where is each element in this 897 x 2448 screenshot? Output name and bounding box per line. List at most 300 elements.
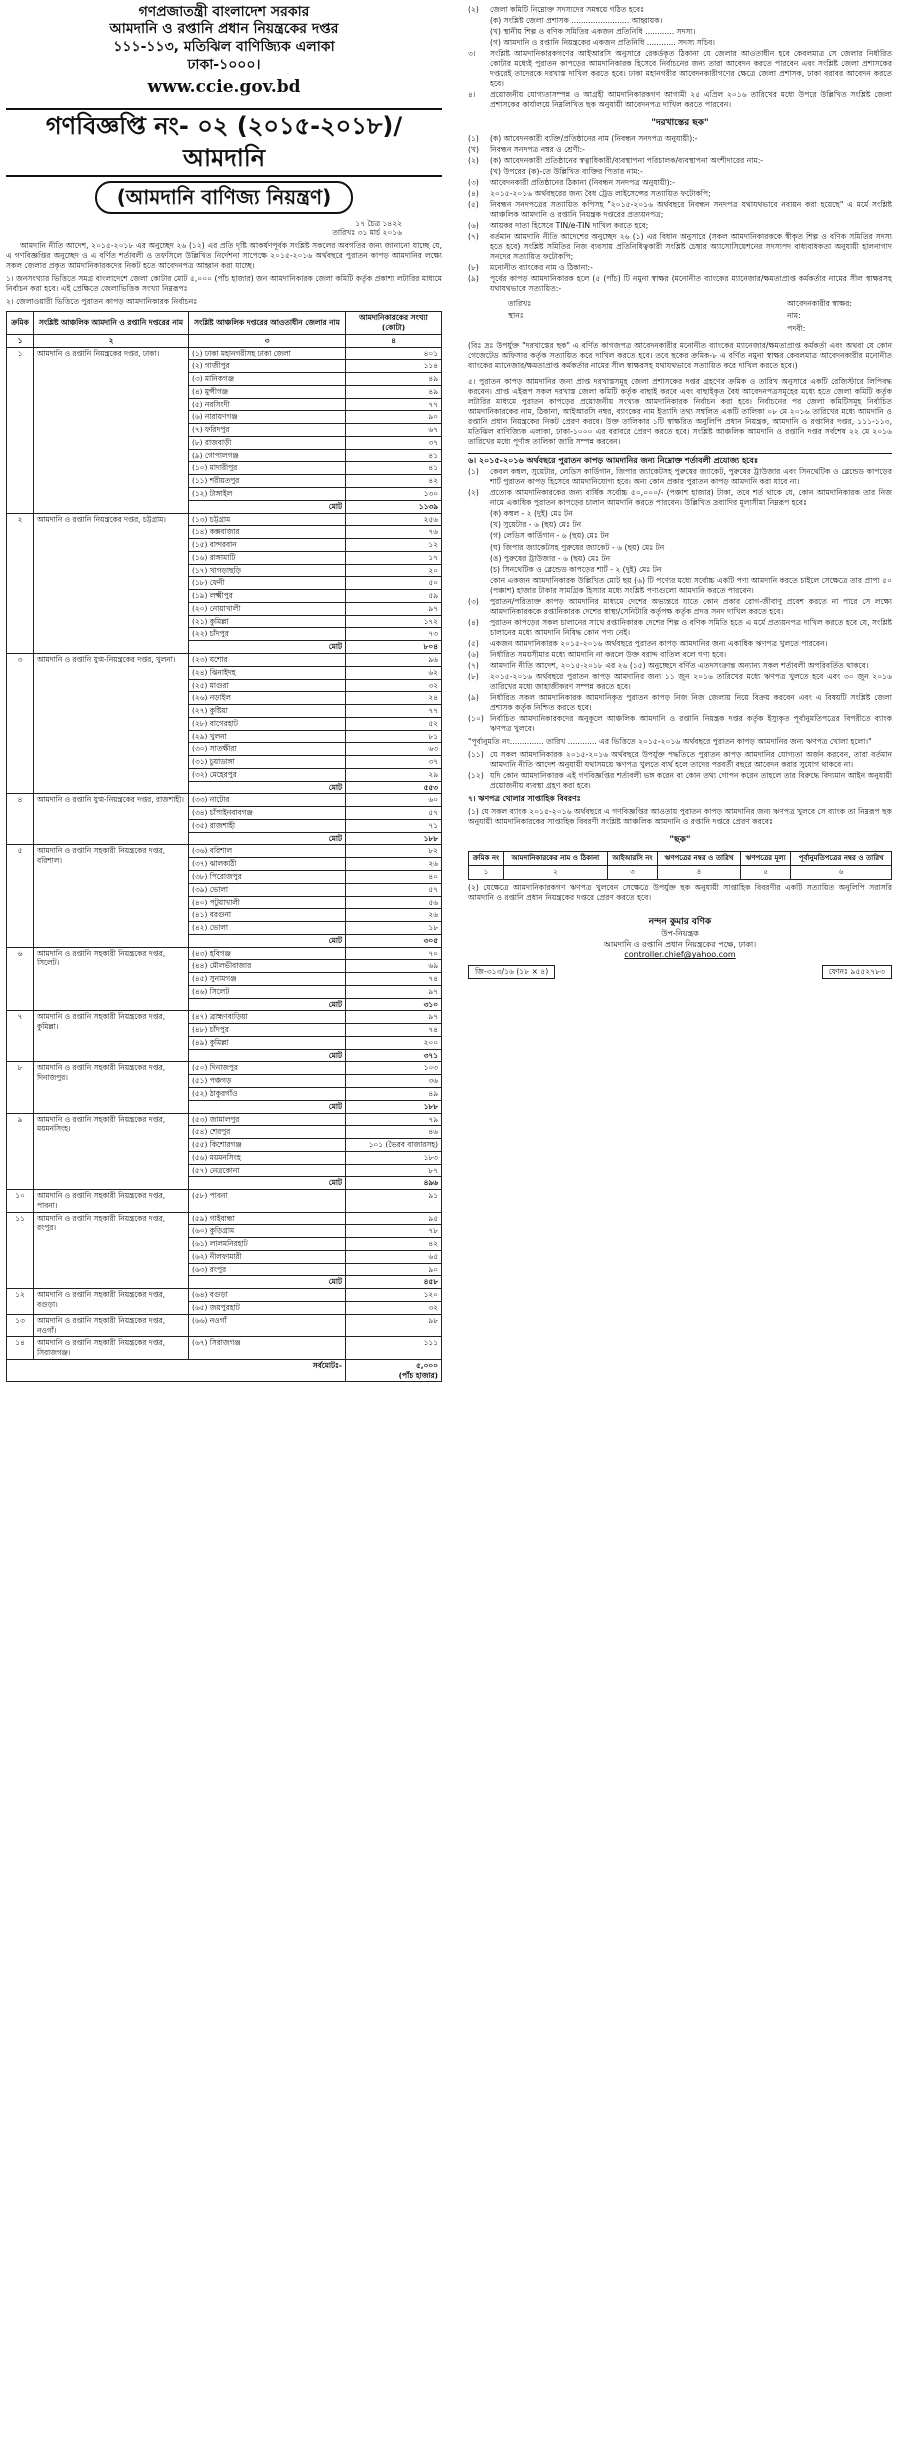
office-cell: আমদানি ও রপ্তানি সহকারী নিয়ন্ত্রকের দপ্তর, বগুড়া। — [34, 1289, 189, 1315]
district-quota-table — [6, 311, 442, 1382]
left-column — [6, 4, 442, 1382]
serial-cell: ১৩ — [7, 1314, 34, 1337]
form-item-text: (ক) আবেদনকারী প্রতিষ্ঠানের স্বত্বাধিকারী/ব্যবস্থাপনা পরিচালক/ব্যবস্থাপনা অংশীদারের নাম:- — [490, 156, 764, 166]
subtotal-value: ৩১০ — [346, 998, 442, 1011]
quota-cell: ৬৩ — [346, 743, 442, 756]
committee-item-number: (২) — [468, 5, 479, 14]
subtotal-value: ৩০৫ — [346, 934, 442, 947]
small-table-header — [469, 851, 892, 865]
condition-item-number: (৭) — [468, 660, 479, 670]
sig-place: স্থানঃ — [508, 311, 524, 321]
district-cell: (৫১) পঞ্চগড় — [189, 1075, 346, 1088]
condition-item-text: নির্ধারিত সকল আমদানিকারক আমদানিকৃত পুরাতন কাপড় নিজ নিজ জেলায় নিয়ে বিক্রয় করবেন এবং এ বিষয়টি সংশ্লিষ্ট জেলা প্রশাসক কর্তৃক নিশ্চিত করতে হবে। — [490, 692, 892, 712]
table-row — [7, 1337, 442, 1360]
form-item — [468, 200, 892, 220]
quota-cell: ৯৮ — [346, 1314, 442, 1337]
form-item-text: নিবন্ধন সনদপত্রের সত্যায়িত কপিসহ "২০১৫-২০১৬ অর্থবছরে নিবন্ধন সনদপত্র যথাযথভাবে নবায়ন করা হয়েছে" এ মর্মে সংশ্লিষ্ট আঞ্চলিক আমদানি ও রপ্তানি নিয়ন্ত্রক দপ্তরের প্রত্যয়নপত্র; — [490, 200, 892, 220]
district-cell: (৪৬) সিলেট — [189, 985, 346, 998]
district-cell: (৪৮) চাঁদপুর — [189, 1024, 346, 1037]
district-cell: (১০) মাদারীপুর — [189, 462, 346, 475]
small-table-title: "ছক" — [669, 834, 691, 845]
footer-phone: ফোনঃ ৯৫৫২৭৮৩ — [822, 965, 892, 979]
date-english: ৩১ মার্চ ২০১৬ — [357, 228, 402, 238]
form-item-text: আবেদনকারী প্রতিষ্ঠানের ঠিকানা (নিবন্ধন সনদপত্র অনুযায়ী):- — [490, 178, 675, 188]
sig-name: নাম: — [787, 311, 801, 321]
quota-cell: ৭৪ — [346, 973, 442, 986]
form-item — [468, 263, 892, 273]
quota-cell: ২৫৬ — [346, 513, 442, 526]
form-item-number: (৯) — [468, 274, 479, 284]
condition-item-number: (৪) — [468, 617, 479, 627]
quota-cell: ৫৭ — [346, 807, 442, 820]
table-row — [7, 347, 442, 360]
form-item-number: (২) — [468, 156, 479, 166]
quota-cell: ৬৫ — [346, 1250, 442, 1263]
after-condition-item-text: যদি কোন আমদানিকারক এই গণবিজ্ঞপ্তির শর্তাবলী ভঙ্গ করেন বা কোন তথ্য গোপন করেন তাহলে তার বিরুদ্ধে বিদ্যমান আইন অনুযায়ী প্রয়োজনীয় ব্যবস্থা গ্রহণ করা হবে। — [490, 770, 892, 790]
district-cell: (৫৩) জামালপুর — [189, 1113, 346, 1126]
office-cell: আমদানি ও রপ্তানি সহকারী নিয়ন্ত্রকের দপ্তর, কুমিল্লা। — [34, 1011, 189, 1062]
condition-item — [468, 597, 892, 617]
lc-quote-line: "পূর্বানুমতি নং.............. তারিখ ............ এর ভিত্তিতে ২০১৫-২০১৬ অর্থবছরে পুরাতন কাপড় আমদানির জন্য ঋণপত্র খোলা হলো।" — [468, 736, 872, 746]
condition-item — [468, 565, 892, 575]
serial-cell: ১ — [7, 347, 34, 513]
condition-item — [468, 554, 892, 564]
subtotal-label: মোট — [189, 1177, 346, 1190]
condition-item-number: (১০) — [468, 713, 484, 723]
committee-item — [468, 49, 892, 89]
condition-item-text: পুরাতন কাপড়ের সকল চালানের সাথে রপ্তানিকারক দেশের শিল্প ও বণিক সমিতি হতে এ মর্মে প্রত্যয়নপত্র দাখিল করতে হবে যে, সংশ্লিষ্ট চালানের মধ্যে আমদানি নিষিদ্ধ কোন পণ্য নেই। — [490, 617, 892, 637]
after-condition-item — [468, 750, 892, 770]
header-line-4: ঢাকা-১০০০। — [187, 57, 261, 74]
quota-cell: ১৩০ — [346, 488, 442, 501]
small-num-3: ৩ — [607, 866, 657, 880]
table-row — [7, 845, 442, 858]
office-cell: আমদানি ও রপ্তানি সহকারী নিয়ন্ত্রকের দপ্তর, বরিশাল। — [34, 845, 189, 947]
condition-item — [468, 639, 892, 649]
district-cell: (৪৪) মৌলভীবাজার — [189, 960, 346, 973]
condition-item-number: (১) — [468, 467, 479, 477]
committee-item-text: প্রয়োজনীয় যোগ্যতাসম্পন্ন ও আগ্রহী আমদানিকারকগণ আগামী ২৫ এপ্রিল ২০১৬ তারিখের মধ্যে উপরে উল্লিখিত সংশ্লিষ্ট জেলা প্রশাসকের কার্যালয়ে নিম্নলিখিত ছক অনুযায়ী আবেদনপত্র দাখিল করতে পারবেন। — [490, 90, 892, 110]
district-cell: (১১) শরীয়তপুর — [189, 475, 346, 488]
quota-cell: ৪৯ — [346, 385, 442, 398]
small-col-3: আইআরসি নং — [607, 851, 657, 865]
subtotal-label: মোট — [189, 998, 346, 1011]
quota-cell: ১৭২ — [346, 615, 442, 628]
serial-cell: ৪ — [7, 794, 34, 845]
form-item — [468, 178, 892, 188]
weekly-statement-table — [468, 851, 892, 880]
signer-name: নন্দন কুমার বণিক — [648, 917, 712, 928]
district-cell: (২৯) খুলনা — [189, 730, 346, 743]
grand-total-cell — [346, 1359, 442, 1382]
committee-section — [468, 5, 892, 110]
condition-item — [468, 672, 892, 692]
quota-cell: ৫৭ — [346, 883, 442, 896]
quota-cell: ৬২ — [346, 666, 442, 679]
form-item-text: পূর্বের কাপড় আমদানিকারক হলে (৫ (পাঁচ) টি নমুনা স্বাক্ষর (মনোনীত ব্যাংকের ম্যানেজার/ক্ষমতাপ্রাপ্ত কর্মকর্তার নামের সীল স্বাক্ষরসহ যথাযথভাবে সত্যায়িত:- — [490, 274, 892, 294]
quota-cell: ১২ — [346, 539, 442, 552]
quota-cell: ৩২ — [346, 1302, 442, 1315]
district-cell: (২০) নোয়াখালী — [189, 602, 346, 615]
header-line-1: গণপ্রজাতন্ত্রী বাংলাদেশ সরকার — [138, 4, 310, 20]
quota-cell: ৯১ — [346, 1190, 442, 1213]
district-cell: (৩২) মেহেরপুর — [189, 768, 346, 781]
form-item — [468, 274, 892, 294]
form-item-number: (খ) — [468, 145, 479, 155]
form-item-text: মনোনীত ব্যাংকের নাম ও ঠিকানা:- — [490, 263, 593, 273]
district-cell: (৪) মুন্সীগঞ্জ — [189, 385, 346, 398]
serial-cell: ১১ — [7, 1212, 34, 1289]
para-7-text: (১) যে সকল ব্যাংক ২০১৫-২০১৬ অর্থবছরে এ গণবিজ্ঞপ্তির আওতায় পুরাতন কাপড় আমদানির জন্য ঋণপত্র খুলবে সে ব্যাংক তা নিম্নরূপ ছক অনুযায়ী আমদানিকারকের সাপ্তাহিক বিবরণী সংশ্লিষ্ট আঞ্চলিক আমদানি ও রপ্তানি দপ্তরে প্রেরণ করবেঃ — [468, 806, 892, 826]
district-cell: (১৪) কক্সবাজার — [189, 526, 346, 539]
district-cell: (৬৪) বগুড়া — [189, 1289, 346, 1302]
form-item-text: ২০১৫-২০১৬ অর্থবছরের জন্য বৈধ ট্রেড লাইসেন্সের সত্যায়িত ফটোকপি; — [490, 189, 711, 199]
table-row — [7, 1314, 442, 1337]
condition-item — [468, 576, 892, 596]
committee-item-text: সংশ্লিষ্ট আমদানিকারকগণের আইআরসি অনুসারে রেকর্ডকৃত ঠিকানা যে জেলার আওতাধীন হবে কেবলমাত্র সে জেলার নির্ধারিত কোটার মধ্যেই পুরাতন কাপড়ের আমদানিকারক হিসেবে নির্বাচনের জন্য তারা আবেদন করতে পারবেন এবং সংশ্লিষ্ট জেলা প্রশাসকের দপ্তরেই তাদেরকে দরখাস্ত দাখিল করতে হবে। ঢাকা মহানগরীর আবেদনকারীগণের ক্ষেত্রে জেলা প্রশাসক, ঢাকা বরাবর আবেদন করতে হবে। — [490, 49, 892, 89]
quota-cell: ২৬ — [346, 858, 442, 871]
quota-cell: ৭৭ — [346, 705, 442, 718]
attestation-note: (বিঃ দ্রঃ উপর্যুক্ত "দরখাস্তের ছক" এ বর্ণিত কাগজপত্র আবেদনকারীর মনোনীত ব্যাংকের ম্যানেজার/ক্ষমতাপ্রাপ্ত কর্মকর্তা এবং অথবা যে কোন গেজেটেড অফিসার কর্তৃক সত্যায়িত করে দাখিল করতে হবে। তবে ছকের ক্রমিক-৮ এ বর্ণিত নমুনা স্বাক্ষর কেবলমাত্র আবেদনকারীর মনোনীত ব্যাংকের ম্যানেজার/ক্ষমতাপ্রাপ্ত কর্মকর্তার নামের সীল স্বাক্ষরসহ যথাযথভাবে সত্যায়িত করে দাখিল করতে হবে।) — [468, 340, 892, 370]
district-cell: (৫৪) শেরপুর — [189, 1126, 346, 1139]
subtotal-value: ৪৫৮ — [346, 1276, 442, 1289]
form-item-number: (৭) — [468, 232, 479, 242]
quota-cell: ৭৪ — [346, 1024, 442, 1037]
quota-cell: ৭১ — [346, 819, 442, 832]
quota-cell: ৭৩ — [346, 628, 442, 641]
form-item-text: (ক) আবেদনকারী ব্যক্তি/প্রতিষ্ঠানের নাম (নিবন্ধন সনদপত্র অনুযায়ী):- — [490, 134, 698, 144]
signer-title: উপ-নিয়ন্ত্রক — [661, 929, 699, 939]
office-cell: আমদানি ও রপ্তানি যুগ্ম-নিয়ন্ত্রকের দপ্তর, রাজশাহী। — [34, 794, 189, 845]
signer-email[interactable]: controller.chief@yahoo.com — [624, 950, 736, 960]
quota-cell: ৯০ — [346, 411, 442, 424]
grand-total-row — [7, 1359, 442, 1382]
district-cell: (২৮) বাগেরহাট — [189, 717, 346, 730]
serial-cell: ৯ — [7, 1113, 34, 1190]
quota-cell: ১১৪ — [346, 360, 442, 373]
after-condition-item-number: (১১) — [468, 749, 484, 759]
form-item — [468, 156, 892, 166]
committee-item-text: (খ) স্থানীয় শিল্প ও বণিক সমিতির একজন প্রতিনিধি ............ সদস্য। — [490, 27, 696, 37]
district-cell: (৭) ফরিদপুর — [189, 424, 346, 437]
quota-cell: ৯৬ — [346, 653, 442, 666]
subtotal-value: ৪৯৬ — [346, 1177, 442, 1190]
sig-applicant: আবেদনকারীর স্বাক্ষর: — [787, 299, 852, 309]
office-cell: আমদানি ও রপ্তানি সহকারী নিয়ন্ত্রকের দপ্তর, রংপুর। — [34, 1212, 189, 1289]
table-row — [7, 794, 442, 807]
after-condition-item-number: (১২) — [468, 770, 484, 780]
grand-total-words: (পাঁচ হাজার) — [398, 1370, 438, 1380]
district-cell: (৩৩) নাটোর — [189, 794, 346, 807]
district-cell: (২৫) মাগুরা — [189, 679, 346, 692]
quota-cell: ৪১ — [346, 449, 442, 462]
district-cell: (৪৯) কুমিল্লা — [189, 1036, 346, 1049]
quota-cell: ৪৬ — [346, 1126, 442, 1139]
condition-item-number: (৯) — [468, 692, 479, 702]
district-cell: (৩৫) রাজশাহী — [189, 819, 346, 832]
subtotal-label: মোট — [189, 832, 346, 845]
district-cell: (৫৬) ময়মনসিংহ — [189, 1151, 346, 1164]
form-item — [468, 232, 892, 262]
small-num-2: ২ — [503, 866, 607, 880]
table-row — [7, 1289, 442, 1302]
district-cell: (৩৯) ভোলা — [189, 883, 346, 896]
condition-item — [468, 467, 892, 487]
small-table-num-row — [469, 866, 892, 880]
website-link[interactable]: www.ccie.gov.bd — [147, 76, 301, 97]
district-cell: (৬১) লালমনিরহাট — [189, 1238, 346, 1251]
small-num-5: ৫ — [740, 866, 791, 880]
signature-block — [468, 917, 892, 961]
district-cell: (৫৫) কিশোরগঞ্জ — [189, 1139, 346, 1152]
table-row — [7, 513, 442, 526]
subtotal-value: ১৮৮ — [346, 1100, 442, 1113]
committee-item — [468, 5, 892, 15]
district-cell: (৩৪) চাঁপাইনবাবগঞ্জ — [189, 807, 346, 820]
quota-cell: ৪৯ — [346, 1088, 442, 1101]
quota-cell: ৫৯ — [346, 590, 442, 603]
condition-item — [468, 531, 892, 541]
form-item-text: আয়কর দাতা হিসেবে TIN/e-TIN দাখিল করতে হবে; — [490, 221, 649, 231]
subtotal-value: ৮০৪ — [346, 641, 442, 654]
condition-item-text: পুরাতন/পরিত্যক্ত কাপড় আমদানির মাধ্যমে দেশের অভ্যন্তরে যাতে কোন প্রকার রোগ-জীবাণু প্রবেশ করতে না পারে সে লক্ষ্যে আমদানিকারককে রপ্তানিকারক দেশের স্বাস্থ্য/সেনিটারি কর্তৃপক্ষ কর্তৃক প্রদত্ত সনদ দাখিল করতে হবে। — [490, 596, 892, 616]
district-cell: (১২) টাঙ্গাইল — [189, 488, 346, 501]
committee-item — [468, 16, 892, 26]
quota-cell: ১৭ — [346, 551, 442, 564]
quota-cell: ৩২ — [346, 679, 442, 692]
district-cell: (১) ঢাকা মহানগরীসহ ঢাকা জেলা — [189, 347, 346, 360]
district-cell: (৬২) নীলফামারী — [189, 1250, 346, 1263]
date-label: তারিখঃ — [332, 228, 356, 238]
quota-cell: ১১১ — [346, 1337, 442, 1360]
condition-item — [468, 714, 892, 734]
after-condition-item — [468, 771, 892, 791]
footer-ref: জি-৩১৩/১৬ (১৮ × ৪) — [468, 965, 555, 979]
small-num-6: ৬ — [791, 866, 892, 880]
sig-left — [508, 298, 531, 334]
condition-item — [468, 693, 892, 713]
district-cell: (৬৭) সিরাজগঞ্জ — [189, 1337, 346, 1360]
serial-cell: ৩ — [7, 653, 34, 793]
committee-item — [468, 27, 892, 37]
district-cell: (২৪) ঝিনাইদহ — [189, 666, 346, 679]
quota-cell: ৮১ — [346, 730, 442, 743]
quota-cell: ৭৭ — [346, 398, 442, 411]
quota-cell: ৬৭ — [346, 424, 442, 437]
district-cell: (৯) গোপালগঞ্জ — [189, 449, 346, 462]
district-cell: (৪৫) সুনামগঞ্জ — [189, 973, 346, 986]
quota-cell: ১০৩ — [346, 1062, 442, 1075]
quota-cell: ১০১ (ভৈরব বাজারসহ) — [346, 1139, 442, 1152]
form-item-number: (৪) — [468, 189, 479, 199]
committee-item-number: ৩। — [468, 49, 476, 59]
small-col-5: ঋণপত্রের মূল্য — [740, 851, 791, 865]
quota-cell: ৪৯ — [346, 373, 442, 386]
office-cell: আমদানি ও রপ্তানি সহকারী নিয়ন্ত্রকের দপ্তর, সিরাজগঞ্জ। — [34, 1337, 189, 1360]
col-num-1: ১ — [7, 334, 34, 347]
quota-cell: ১৮ — [346, 922, 442, 935]
condition-item-text: কেবল কম্বল, সুয়েটার, লেডিস কার্ডিগান, জিপার জ্যাকেটসহ পুরুষের জ্যাকেট, পুরুষের ট্রাউজার এবং সিনথেটিক ও ব্লেন্ডেড কাপড়ের শার্ট পুরাতন কাপড় হিসেবে আমদানিযোগ্য হবে। অন্য কোন প্রকার পুরাতন কাপড় আমদানি করা যাবে না। — [490, 467, 892, 487]
quota-cell: ৯০ — [346, 1263, 442, 1276]
quota-cell: ৯৭ — [346, 985, 442, 998]
quota-cell: ৬০ — [346, 794, 442, 807]
quota-cell: ৮২ — [346, 845, 442, 858]
subtotal-label: মোট — [189, 1100, 346, 1113]
quota-cell: ২০ — [346, 564, 442, 577]
form-item — [468, 221, 892, 231]
quota-cell: ২৪ — [346, 692, 442, 705]
form-item-number: (৮) — [468, 263, 479, 273]
form-item — [468, 167, 892, 177]
subtotal-value: ৩৭১ — [346, 1049, 442, 1062]
table-row — [7, 1062, 442, 1075]
small-col-4: ঋণপত্রের নম্বর ও তারিখ — [658, 851, 741, 865]
form-item — [468, 134, 892, 144]
quota-cell: ৫২ — [346, 717, 442, 730]
serial-cell: ১০ — [7, 1190, 34, 1213]
col-num-4: ৪ — [346, 334, 442, 347]
table-body — [7, 347, 442, 1382]
small-col-1: ক্রমিক নং — [469, 851, 504, 865]
quota-cell: ৫৬ — [346, 896, 442, 909]
serial-cell: ৫ — [7, 845, 34, 947]
subtotal-value: ৫৫৩ — [346, 781, 442, 794]
district-cell: (১৭) খাগড়াছড়ি — [189, 564, 346, 577]
form-item-number: (১) — [468, 134, 479, 144]
col-header-sl: ক্রমিক — [7, 312, 34, 335]
table-header-row — [7, 312, 442, 335]
condition-item-number: (৮) — [468, 671, 479, 681]
condition-item — [468, 509, 892, 519]
quota-cell: ১৮৩ — [346, 1151, 442, 1164]
serial-cell: ১২ — [7, 1289, 34, 1315]
district-cell: (১৩) চট্টগ্রাম — [189, 513, 346, 526]
quota-cell: ৩৬ — [346, 1075, 442, 1088]
condition-item — [468, 520, 892, 530]
office-cell: আমদানি ও রপ্তানি সহকারী নিয়ন্ত্রকের দপ্তর, দিনাজপুর। — [34, 1062, 189, 1113]
district-cell: (২৩) যশোর — [189, 653, 346, 666]
district-cell: (৫) নরসিংদী — [189, 398, 346, 411]
header-line-2: আমদানি ও রপ্তানি প্রধান নিয়ন্ত্রকের দপ্তর — [109, 20, 339, 37]
condition-item-text: নির্ধারিত সময়সীমার মধ্যে আমদানি না করলে উক্ত বরাদ্দ বাতিল বলে গণ্য হবে। — [490, 649, 727, 659]
condition-item-text: নির্বাচিত আমদানিকারকদের অনুকূলে আঞ্চলিক আমদানি ও রপ্তানি নিয়ন্ত্রক দপ্তর কর্তৃক ইস্যুকৃত পূর্বানুমতিপত্রের বিপরীতে ব্যাংক ঋণপত্র খুলবে। — [490, 713, 892, 733]
subtotal-label: মোট — [189, 934, 346, 947]
condition-item — [468, 650, 892, 660]
district-cell: (৫০) দিনাজপুর — [189, 1062, 346, 1075]
quota-cell: ৪২ — [346, 475, 442, 488]
col-header-office: সংশ্লিষ্ট আঞ্চলিক আমদানি ও রপ্তানি দপ্তরের নাম — [34, 312, 189, 335]
quota-cell: ৪২ — [346, 1238, 442, 1251]
subtotal-label: মোট — [189, 641, 346, 654]
after-conditions-list — [468, 750, 892, 791]
condition-item-text: (চ) সিনথেটিক ও ব্লেন্ডেড কাপড়ের শার্ট - ২ (দুই) মেঃ টন — [490, 564, 662, 574]
serial-cell: ৭ — [7, 1011, 34, 1062]
district-cell: (২২) চাঁদপুর — [189, 628, 346, 641]
form-item — [468, 145, 892, 155]
district-cell: (৬৩) রংপুর — [189, 1263, 346, 1276]
condition-item-text: একজন আমদানিকারক ২০১৫-২০১৬ অর্থবছরে পুরাতন কাপড় আমদানির জন্য একাধিক ঋণপত্র খুলতে পারবেন। — [490, 638, 828, 648]
small-num-4: ৪ — [658, 866, 741, 880]
quota-cell: ৬৯ — [346, 960, 442, 973]
form-title: "দরখাস্তের ছক" — [651, 118, 709, 129]
subtotal-value: ১১৩৯ — [346, 500, 442, 513]
header-line-3: ১১১-১১৩, মতিঝিল বাণিজ্যিক এলাকা — [113, 38, 335, 55]
small-col-6: পূর্বানুমতিপত্রের নম্বর ও তারিখ — [791, 851, 892, 865]
col-num-3: ৩ — [189, 334, 346, 347]
office-cell: আমদানি ও রপ্তানি যুগ্ম-নিয়ন্ত্রকের দপ্তর, খুলনা। — [34, 653, 189, 793]
district-cell: (৩০) সাতক্ষীরা — [189, 743, 346, 756]
committee-item — [468, 38, 892, 48]
district-cell: (৩) মানিকগঞ্জ — [189, 373, 346, 386]
office-cell: আমদানি ও রপ্তানি নিয়ন্ত্রকের দপ্তর, ঢাকা। — [34, 347, 189, 513]
small-col-2: আমদানিকারকের নাম ও ঠিকানা — [503, 851, 607, 865]
intro-paragraph: আমদানি নীতি আদেশ, ২০১৫-২০১৮ এর অনুচ্ছেদ ২৬ (১২) এর প্রতি দৃষ্টি আকর্ষণপূর্বক সংশ্লিষ্ট সকলের অবগতির জন্য জানানো যাচ্ছে যে, এ গণবিজ্ঞপ্তির অনুচ্ছেদ ও এ বর্ণিত শর্তাবলী ও তফসিলে উল্লিখিত নির্দেশনা সাপেক্ষে ২০১৫-২০১৬ অর্থবছরে পুরাতন কাপড় আমদানির লক্ষ্যে সকল জেলার প্রকৃত আমদানিকারকদের নিকট হতে আবেদনপত্র আহ্বান করা যাচ্ছে। — [6, 241, 442, 271]
form-item-number: (৬) — [468, 221, 479, 231]
district-cell: (২৬) নড়াইল — [189, 692, 346, 705]
small-num-1: ১ — [469, 866, 504, 880]
para-7-2: (২) যেক্ষেত্রে আমদানিকারকগণ ঋণপত্র খুলবেন সেক্ষেত্রে উপর্যুক্ত ছক অনুযায়ী সাপ্তাহিক বিবরণীর একটি সত্যায়িত অনুলিপি সরাসরি আমদানি ও রপ্তানি প্রধান নিয়ন্ত্রকের দপ্তরে প্রেরণ করতে হবে। — [468, 883, 892, 903]
table-row — [7, 1113, 442, 1126]
table-row — [7, 1190, 442, 1213]
notice-title: গণবিজ্ঞপ্তি নং- ০২ (২০১৫-২০১৮)/আমদানি — [6, 108, 442, 177]
table-row — [7, 1212, 442, 1225]
right-column — [468, 4, 892, 979]
district-cell: (৫৮) পাবনা — [189, 1190, 346, 1213]
form-item — [468, 189, 892, 199]
footer-row — [468, 965, 892, 979]
grand-total-label: সর্বমোটঃ- — [7, 1359, 346, 1382]
form-item-text: নিবন্ধন সনদপত্র নম্বর ও শ্রেণী:- — [490, 145, 585, 155]
district-cell: (৬০) কুড়িগ্রাম — [189, 1225, 346, 1238]
selection-paragraph: ২। জেলাওয়ারী ভিত্তিতে পুরাতন কাপড় আমদানিকারক নির্বাচনঃ — [6, 297, 198, 307]
table-subheader-row — [7, 334, 442, 347]
district-cell: (৫২) ঠাকুরগাঁও — [189, 1088, 346, 1101]
form-item-number: (৩) — [468, 178, 479, 188]
serial-cell: ৬ — [7, 947, 34, 1011]
district-cell: (১৯) লক্ষ্মীপুর — [189, 590, 346, 603]
district-cell: (৪২) ভোলা — [189, 922, 346, 935]
table-row — [7, 947, 442, 960]
serial-cell: ৮ — [7, 1062, 34, 1113]
subtotal-value: ১৮৮ — [346, 832, 442, 845]
district-cell: (২৭) কুষ্টিয়া — [189, 705, 346, 718]
condition-item-number: (৩) — [468, 596, 479, 606]
signer-office: আমদানি ও রপ্তানি প্রধান নিয়ন্ত্রকের পক্ষে, ঢাকা। — [603, 939, 757, 949]
subtotal-label: মোট — [189, 1049, 346, 1062]
date-bangla: ১৭ চৈত্র ১৪২২ — [355, 218, 402, 228]
col-header-district: সংশ্লিষ্ট আঞ্চলিক দপ্তরের আওতাধীন জেলার নাম — [189, 312, 346, 335]
quota-cell: ২৯ — [346, 768, 442, 781]
office-cell: আমদানি ও রপ্তানি সহকারী নিয়ন্ত্রকের দপ্তর, পাবনা। — [34, 1190, 189, 1213]
quota-cell: ৪০১ — [346, 347, 442, 360]
office-cell: আমদানি ও রপ্তানি সহকারী নিয়ন্ত্রকের দপ্তর, সিলেট। — [34, 947, 189, 1011]
quota-cell: ৪০ — [346, 870, 442, 883]
quota-cell: ৭৬ — [346, 526, 442, 539]
quota-cell: ৪১ — [346, 462, 442, 475]
condition-item-text: ২০১৫-২০১৬ অর্থবছরে পুরাতন কাপড় আমদানির জন্য ১১ জুন ২০১৬ তারিখের মধ্যে ঋণপত্র খুলতে হবে এবং ৩০ জুন ২০১৬ তারিখের মধ্যে জাহাজীকরণ সম্পন্ন করতে হবে। — [490, 671, 892, 691]
district-cell: (৮) রাজবাড়ী — [189, 436, 346, 449]
quota-cell: ৯৫ — [346, 1212, 442, 1225]
condition-item — [468, 543, 892, 553]
grand-total-value: ৫,০০০ — [415, 1360, 438, 1370]
committee-item-text: (গ) আমদানি ও রপ্তানি নিয়ন্ত্রকের একজন প্রতিনিধি ............ সদস্য সচিব। — [490, 38, 716, 48]
condition-item — [468, 618, 892, 638]
condition-item-text: আমদানি নীতি আদেশ, ২০১৫-২০১৮ এর ২৬ (১৫) অনুচ্ছেদে বর্ণিত এতদসংক্রান্ত অন্যান্য সকল শর্তাবলী অপরিবর্তিত থাকবে। — [490, 660, 869, 670]
quota-cell: ৫০ — [346, 577, 442, 590]
sub-title-text: (আমদানি বাণিজ্য নিয়ন্ত্রণ) — [95, 181, 353, 213]
district-cell: (৫৯) গাইবান্ধা — [189, 1212, 346, 1225]
office-cell: আমদানি ও রপ্তানি নিয়ন্ত্রকের দপ্তর, চট্টগ্রাম। — [34, 513, 189, 653]
